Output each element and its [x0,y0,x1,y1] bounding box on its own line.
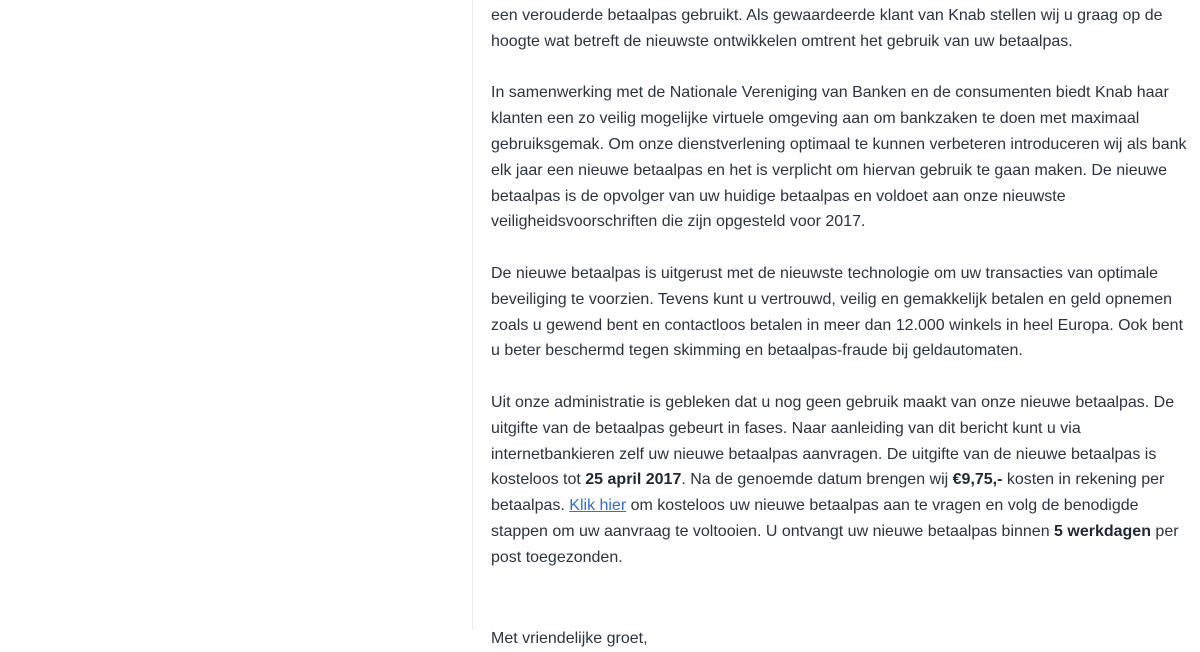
paragraph-line: Uit onze administratie is gebleken dat u nog geen gebruik maakt van onze nieuwe betaalpas. De [491,393,1175,411]
paragraph-line: betaalpas is de opvolger van uw huidige betaalpas en voldoet aan onze nieuwste [491,187,1066,205]
text-run: kosten in rekening per [1002,471,1165,489]
paragraph-line: gebruiksgemak. Om onze dienstverlening optimaal te kunnen verbeteren introduceren wij als bank [491,135,1187,153]
click-here-link[interactable]: Klik hier [569,497,627,515]
paragraph-line: klanten een zo veilig mogelijke virtuele omgeving aan om bankzaken te doen met maximaal [491,110,1140,128]
paragraph-line: hoogte wat betreft de nieuwste ontwikkelen omtrent het gebruik van uw betaalpas. [491,32,1073,50]
paragraph-line: veiligheidsvoorschriften die zijn opgesteld voor 2017. [491,213,866,231]
text-run: kosteloos tot [491,471,586,489]
closing-greeting [491,626,1191,652]
email-body [491,3,1191,652]
text-run: . Na de genoemde datum brengen wij [681,471,953,489]
paragraph-line: u beter beschermd tegen skimming en betaalpas-fraude bij geldautomaten. [491,342,1023,360]
paragraph-line: uitgifte van de betaalpas gebeurt in fases. Naar aanleiding van dit bericht kunt u via [491,419,1081,437]
paragraph-line: beveiliging te voorzien. Tevens kunt u vertrouwd, veilig en gemakkelijk betalen en geld opnemen [491,290,1173,308]
paragraph-line: internetbankieren zelf uw nieuwe betaalpas aanvragen. De uitgifte van de nieuwe betaalpas is [491,445,1157,463]
paragraph-line: De nieuwe betaalpas is uitgerust met de nieuwste technologie om uw transacties van optimale [491,264,1159,282]
text-run: per [1150,522,1179,540]
cost-amount: €9,75,- [952,471,1003,489]
closing-line: Met vriendelijke groet, [491,630,648,648]
paragraph-2 [491,80,1191,235]
paragraph-line: In samenwerking met de Nationale Vereniging van Banken en de consumenten biedt Knab haar [491,84,1169,102]
paragraph-3 [491,261,1191,364]
paragraph-line: elk jaar een nieuwe betaalpas en het is verplicht om hiervan gebruik te gaan maken. De nieuwe [491,161,1167,179]
paragraph-line [491,493,1191,519]
deadline-date: 25 april 2017 [585,471,682,489]
paragraph-line [491,519,1191,545]
text-run: betaalpas. [491,497,570,515]
paragraph-line: een verouderde betaalpas gebruikt. Als gewaardeerde klant van Knab stellen wij u graag op de [491,7,1163,24]
paragraph-line: zoals u gewend bent en contactloos betalen in meer dan 12.000 winkels in heel Europa. Ook bent [491,316,1184,334]
left-pane-divider [472,0,473,630]
paragraph-4 [491,390,1191,571]
text-run: stappen om uw aanvraag te voltooien. U ontvangt uw nieuwe betaalpas binnen [491,522,1055,540]
paragraph-line: post toegezonden. [491,548,623,566]
delivery-days: 5 werkdagen [1054,522,1151,540]
text-run: om kosteloos uw nieuwe betaalpas aan te vragen en volg de benodigde [626,497,1139,515]
paragraph-1 [491,3,1191,55]
paragraph-line [491,467,1191,493]
